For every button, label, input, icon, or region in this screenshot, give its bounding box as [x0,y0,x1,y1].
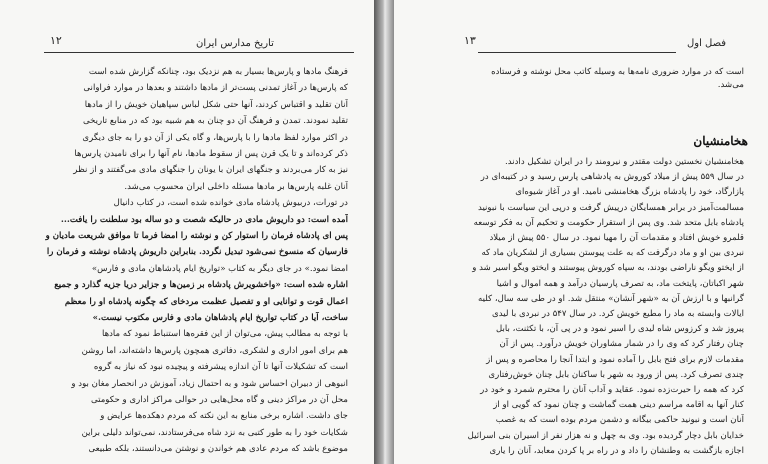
text-line: کرد که همه را حیرت‌زده نمود. عقاید و آداب آنان را محترم شمرد و خود در [480,385,744,395]
text-line: تقلید نمودند. تمدن و فرهنگ آن دو چنان به هم شبیه بود که در منابع تاریخی [82,116,348,127]
text-line: ساخت، آیا در کتاب تواریخ ایام پادشاهان مادی و فارس مکتوب نیست.» [92,313,348,323]
intro-line: می‌شد. [717,80,744,90]
text-line: شکایات خود را به طور کتبی به نزد شاه می‌فرستادند، نمی‌تواند دلیلی براین [81,427,348,438]
text-line: آمده است: دو داریوش مادی در حالیکه شصت و دو ساله بود سلطنت را یافت... [60,214,348,225]
text-line: انبوهی از دبیران احساس شود و به احتمال زیاد، آموزش در انحصار مغان بود و [71,378,348,389]
text-line: خدایان بابل دچار گردیده بود. وی به چهل و نه هزار نفر از اسیران بنی اسرائیل [467,430,744,441]
text-line: نیز به کار می‌بردند و جنگهای ایران با یونان را جنگهای مادی می‌گفتند و از نظر [73,165,348,176]
right-page-number: ۱۳ [464,34,476,47]
text-line: فرهنگ مادها و پارس‌ها بسیار به هم نزدیک بود، چنانکه گزارش شده است [88,67,348,77]
text-line: مسالمت‌آمیز در برابر همسایگان درپیش گرفت و درپی این سیاست با نبونید [477,202,744,213]
text-line: اشاره شده است: «واخشویرش پادشاه بر زمین‌ها و جزایر دریا جزیه گذارد و جمیع [54,280,348,291]
text-line: آنان است و نبونید حاکمی بیگانه و دشمن مردم بوده است که به غصب [495,415,744,426]
book-gutter [374,0,394,464]
text-line: پادشاه بابل متحد شد. وی پس از استقرار حکومت و تحکیم آن به فکر توسعه [473,217,744,228]
text-line: که پارس‌ها در آغاز تمدنی پست‌تر از مادها داشتند و بعدها در موارد فراوانی [83,83,348,94]
right-header-rule [478,52,676,53]
text-line: در اکثر موارد لفظ مادها را با پارس‌ها، و گاه یکی از آن دو را به جای دیگری [82,132,348,143]
text-line: ذکر کرده‌اند و تا یک قرن پس از سقوط مادها، نام آنها را برای نامیدن پارس‌ها [74,149,348,159]
text-line: کنار آنها به اقامه مراسم دینی همت گماشت و چنان نمود که گویی او از [493,400,744,411]
text-line: نبردی بین او و ماد درگرفت که به علت پیوستن بسیاری از لشکریان ماد که [481,248,744,259]
text-line: فارسیان که منسوخ نمی‌شود تبدیل نگردد. بنابراین داریوش پادشاه نوشته و فرمان را [46,247,348,258]
text-line: مقدمات لازم برای فتح بابل را آماده نمود و ابتدا آنجا را محاصره و پس از [486,354,744,365]
text-line: جای داشت. اشاره برخی منابع به این نکته که مردم دهکده‌ها عرایض و [100,411,348,422]
text-line: در سال ۵۵۹ پیش از میلاد کوروش به پادشاهی پارس رسید و در کتیبه‌ای در [480,172,744,183]
text-line: امضا نمود.» در جای دیگر به کتاب «تواریخ ایام پادشاهان مادی و فارس» [91,263,348,274]
text-line: محل آن در مراکز دینی و گاه محل‌هایی در حوالی مراکز اداری و حکومتی [90,395,348,405]
text-line: است که تشکیلات آنها تا آن اندازه پیشرفته و پیچیده نبود که نیاز به گروه [93,362,348,373]
text-line: اجازه بازگشت به وطنشان را داد و در راه بر پا کردن معابد، آنان را یاری [489,445,744,456]
text-line: هم برای امور اداری و لشکری، دفاتری همچون پارس‌ها داشته‌اند، اما روشن [81,345,348,356]
text-line: چندی تصرف کرد. پس از ورود به شهر با ساکنان بابل چنان خوش‌رفتاری [488,369,744,380]
right-page [394,0,768,464]
text-line: هخامنشیان نخستین دولت مقتدر و نیرومند را در ایران تشکیل دادند. [504,157,744,167]
text-line: گرانبها و با ارزش آن به «شهر آنشان» منتقل شد. او در طی سه سال، کلیه [478,293,744,304]
text-line: از ایختو ویگو ناراضی بودند، به سپاه کوروش پیوستند و ایختو ویگو اسیر شد و [472,263,744,274]
text-line: در تورات، دربیوش پادشاه مادی خوانده شده است، در کتاب دانیال [113,198,348,209]
text-line: پس ای پادشاه فرمان را استوار کن و نوشته را امضا فرما تا موافق شریعت مادیان و [45,231,348,241]
left-running-head: تاریخ مدارس ایران [196,38,274,49]
right-running-head: فصل اول [687,38,727,49]
text-line: آنان غلبه پارس‌ها بر مادها مسئله داخلی ایران محسوب می‌شد. [124,181,348,192]
section-heading: هخامنشیان [693,134,748,148]
left-header-rule [44,52,354,53]
text-line: آنان تقلید و اقتباس کردند، آنها حتی شکل لباس سپاهیان خویش را از مادها [84,99,348,110]
left-page-number: ۱۲ [50,34,62,47]
text-line: اعمال قوت و توانایی او و تفصیل عظمت مردخای که چگونه پادشاه او را معظم [64,296,348,307]
text-line: چنان رفتار کرد که وی را در شمار مشاوران خویش درآورد. پس از آن [499,339,744,350]
text-line: ایالات وابسته به ماد را مطیع خویش کرد. در سال ۵۴۷ در نبردی با لیدی [492,309,744,319]
left-page [0,0,374,464]
text-line: پیروز شد و کرزوس شاه لیدی را اسیر نمود و در پی آن، با تکثنت، بابل [496,324,744,335]
text-line: موضوع باشد که مردم عادی هم خواندن و نوشتن می‌دانستند، بلکه طبیعی [88,444,348,455]
intro-line: است که در موارد ضروری نامه‌ها به وسیله کاتب محل نوشته و فرستاده [491,67,744,77]
text-line: قلمرو خویش افتاد و مقدمات آن را مهیا نمود. در سال ۵۵۰ پیش از میلاد [489,233,744,243]
text-line: شهر اکباتان، پایتخت ماد، به تصرف پارسیان درآمد و همه اموال و اشیا [496,278,744,289]
text-line: پازارگاد، خود را پادشاه بزرگ هخامنشی نامید. او در آغاز شیوه‌ای [515,187,744,198]
text-line: با توجه به مطالب پیش، می‌توان از این فقره‌ها استنباط نمود که مادها [101,329,348,340]
